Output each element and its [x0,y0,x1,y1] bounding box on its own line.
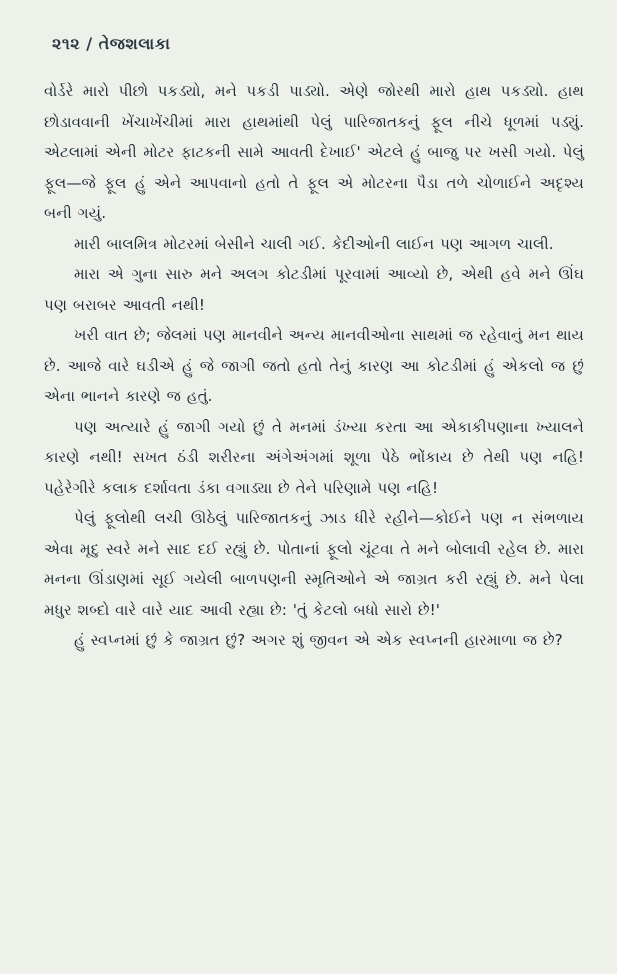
paragraph: વોર્ડરે મારો પીછો પકડ્યો, મને પકડી પાડ્યો. એણે જોરથી મારો હાથ પકડ્યો. હાથ છોડાવવાની ખેંચાખેંચીમાં મારા હાથમાંથી પેલું પારિજાતકનું ફૂલ નીચે ધૂળમાં પડ્યું. એટલામાં એની મોટર ફાટકની સામે આવતી દેખાઈ' એટલે હું બાજુ પર ખસી ગયો. પેલું ફૂલ—જે ફૂલ હું એને આપવાનો હતો તે ફૂલ એ મોટરના પૈડા તળે ચોળાઈને અદૃશ્ય બની ગયું. [44,82,584,222]
paragraph: મારા એ ગુના સારુ મને અલગ કોટડીમાં પૂરવામાં આવ્યો છે, એથી હવે મને ઊંઘ પણ બરાબર આવતી નથી! [44,265,584,314]
paragraph: હું સ્વપ્નમાં છું કે જાગ્રત છું? અગર શું જીવન એ એક સ્વપ્નની હારમાળા જ છે? [74,631,563,649]
paragraph: પણ અત્યારે હું જાગી ગયો છું તે મનમાં ડંખ્યા કરતા આ એકાકીપણાના ખ્યાલને કારણે નથી! સખત ઠંડી શરીરના અંગેઅંગમાં શૂળા પેઠે ભોંકાય છે તેથી પણ નહિ! પહેરેગીરે કલાક દર્શાવતા ડંકા વગાડ્યા છે તેને પરિણામે પણ નહિ! [44,417,584,497]
body-text [44,76,584,656]
paragraph: પેલું ફૂલોથી લચી ઊઠેલું પારિજાતકનું ઝાડ ધીરે રહીને—કોઈને પણ ન સંભળાય એવા મૃદુ સ્વરે મને સાદ દઈ રહ્યું છે. પોતાનાં ફૂલો ચૂંટવા તે મને બોલાવી રહેલ છે. મારા મનના ઊંડાણમાં સૂઈ ગયેલી બાળપણની સ્મૃતિઓને એ જાગ્રત કરી રહ્યું છે. મને પેલા મધુર શબ્દો વારે વારે યાદ આવી રહ્યા છે: 'તું કેટલો બધો સારો છે!' [44,509,584,619]
paragraph: મારી બાલમિત્ર મોટરમાં બેસીને ચાલી ગઈ. કેદીઓની લાઈન પણ આગળ ચાલી. [74,234,554,253]
running-head: ૨૧૨ / તેજશલાકા [52,34,171,53]
paragraph: ખરી વાત છે; જેલમાં પણ માનવીને અન્ય માનવીઓના સાથમાં જ રહેવાનું મન થાય છે. આજે વારે ઘડીએ હું જે જાગી જતો હતો તેનું કારણ આ કોટડીમાં હું એકલો જ છું એના ભાનને કારણે જ હતું. [44,326,584,405]
